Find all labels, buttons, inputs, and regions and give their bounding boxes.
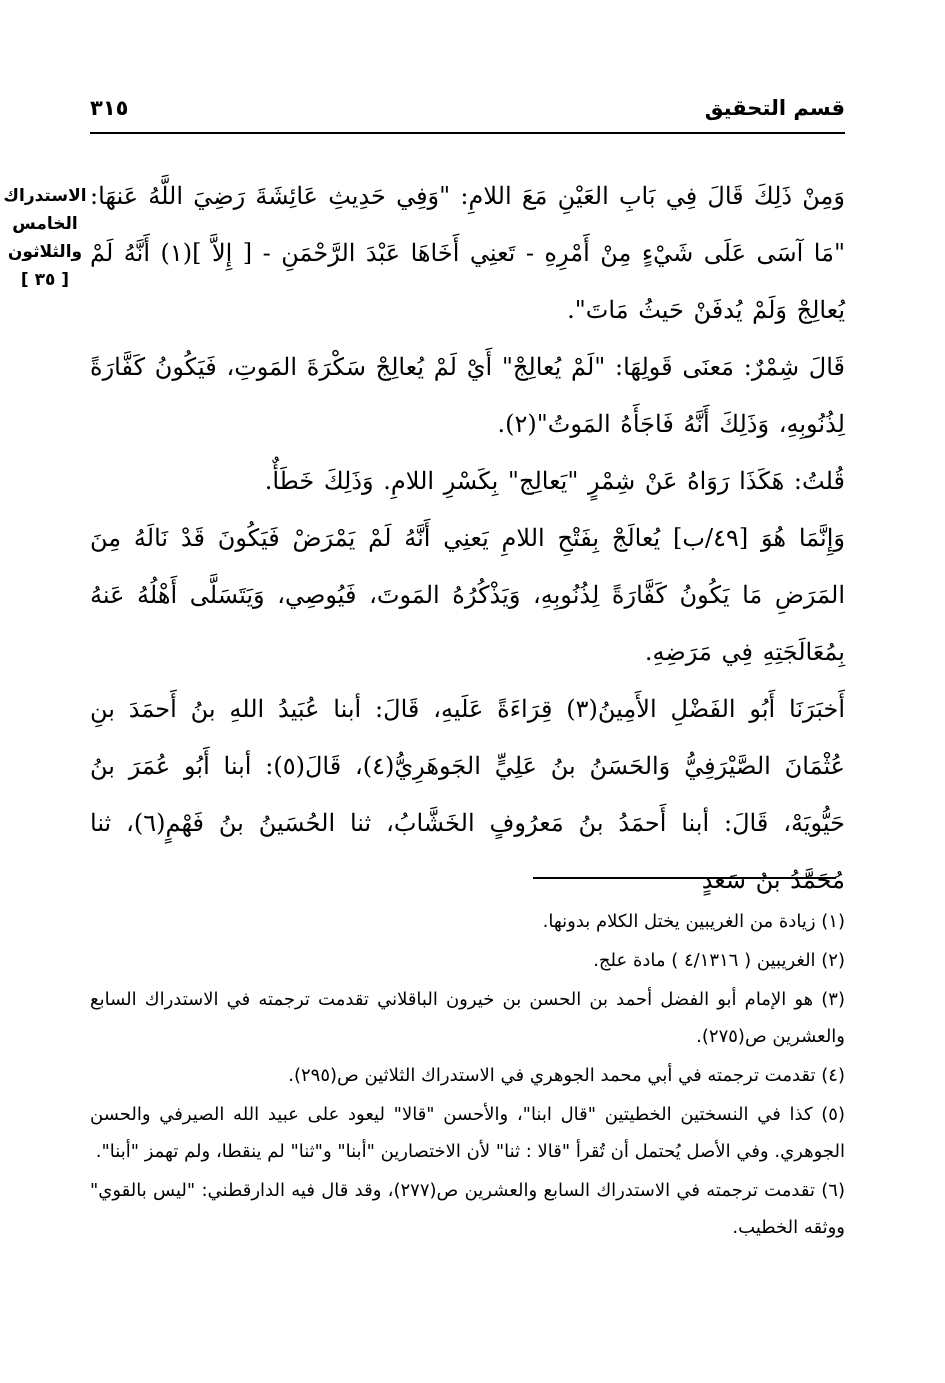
margin-note	[0, 182, 90, 294]
running-section-title: قسم التحقيق	[704, 96, 845, 120]
footnote-1: (١) زيادة من الغريبين يختل الكلام بدونها.	[542, 911, 845, 932]
footnote-6: (٦) تقدمت ترجمته في الاستدراك السابع والعشرين ص(٢٧٧)، وقد قال فيه الدارقطني: "ليس بالقوي" ووثقه الخطيب.	[90, 1180, 845, 1238]
footnote-separator	[533, 877, 836, 879]
footnote-4: (٤) تقدمت ترجمته في أبي محمد الجوهري في الاستدراك الثلاثين ص(٢٩٥).	[288, 1065, 845, 1086]
footnote-5: (٥) كذا في النسختين الخطيتين "قال ابنا"، والأحسن "قالا" ليعود على عبيد الله الصيرفي والحسن الجوهري. وفي الأصل يُحتمل أن تُقرأ "قالا : ثنا" لأن الاختصارين "أبنا" و"ثنا" لم ينقطا، ولم تهمز "أبنا".	[90, 1104, 845, 1162]
margin-note-line-1: الاستدراك	[3, 186, 87, 206]
paragraph-4: وَإِنَّمَا هُوَ [٤٩/ب] يُعالَجْ بِفَتْحِ اللامِ يَعنِي أَنَّهُ لَمْ يَمْرَضْ فَيَكُونَ قَدْ نَالَهُ مِنَ المَرَضِ مَا يَكُونُ كَفَّارَةً لِذُنُوبِهِ، وَيَذْكُرُهُ المَوتَ، فَيُوصِي، وَيَتَسَلَّى أَهْلُهُ عَنهُ بِمُعَالَجَتِهِ فِي مَرَضِهِ.	[90, 524, 845, 666]
paragraph-2: قَالَ شِمْرٌ: مَعنَى قَولِهَا: "لَمْ يُعالِجْ" أَيْ لَمْ يُعالِجْ سَكْرَةَ المَوتِ، فَيَكُونُ كَفَّارَةً لِذُنُوبِهِ، وَذَلِكَ أَنَّهُ فَاجَأَهُ المَوتُ"(٢).	[90, 353, 845, 438]
page-header	[90, 96, 845, 134]
footnotes	[90, 903, 845, 1248]
margin-note-line-4: [ ٣٥ ]	[20, 270, 70, 290]
main-text	[90, 168, 845, 909]
page-number: ٣١٥	[90, 96, 129, 120]
footnote-2: (٢) الغريبين ( ٤/١٣١٦ ) مادة علج.	[593, 950, 845, 971]
paragraph-1: وَمِنْ ذَلِكَ قَالَ فِي بَابِ العَيْنِ مَعَ اللامِ: "وَفِي حَدِيثِ عَائِشَةَ رَضِيَ اللَّهُ عَنهَا: "مَا آسَى عَلَى شَيْءٍ مِنْ أَمْرِهِ - تَعنِي أَخَاهَا عَبْدَ الرَّحْمَنِ - [ إِلاَّ ](١) أَنَّهُ لَمْ يُعالِجْ وَلَمْ يُدفَنْ حَيثُ مَاتَ".	[90, 182, 845, 324]
margin-note-line-2: الخامس	[12, 214, 78, 234]
paragraph-5: أَخبَرَنَا أَبُو الفَضْلِ الأَمِينُ(٣) قِرَاءَةً عَلَيهِ، قَالَ: أبنا عُبَيدُ اللهِ بنُ أَحمَدَ بنِ عُثْمَانَ الصَّيْرَفِيُّ وَالحَسَنُ بنُ عَلِيٍّ الجَوهَرِيُّ(٤)، قَالَ(٥): أبنا أَبُو عُمَرَ بنُ حَيُّويَهْ، قَالَ: أبنا أَحمَدُ بنُ مَعرُوفٍ الخَشَّابُ، ثنا الحُسَينُ بنُ فَهْمٍ(٦)، ثنا مُحَمَّدُ بنُ سَعدٍ	[90, 695, 846, 894]
footnote-3: (٣) هو الإمام أبو الفضل أحمد بن الحسن بن خيرون الباقلاني تقدمت ترجمته في الاستدراك السابع والعشرين ص(٢٧٥).	[90, 989, 845, 1047]
paragraph-3: قُلتُ: هَكَذَا رَوَاهُ عَنْ شِمْرٍ "يَعالِج" بِكَسْرِ اللامِ. وَذَلِكَ خَطَأٌ.	[264, 467, 845, 495]
margin-note-line-3: والثلاثون	[7, 242, 83, 262]
